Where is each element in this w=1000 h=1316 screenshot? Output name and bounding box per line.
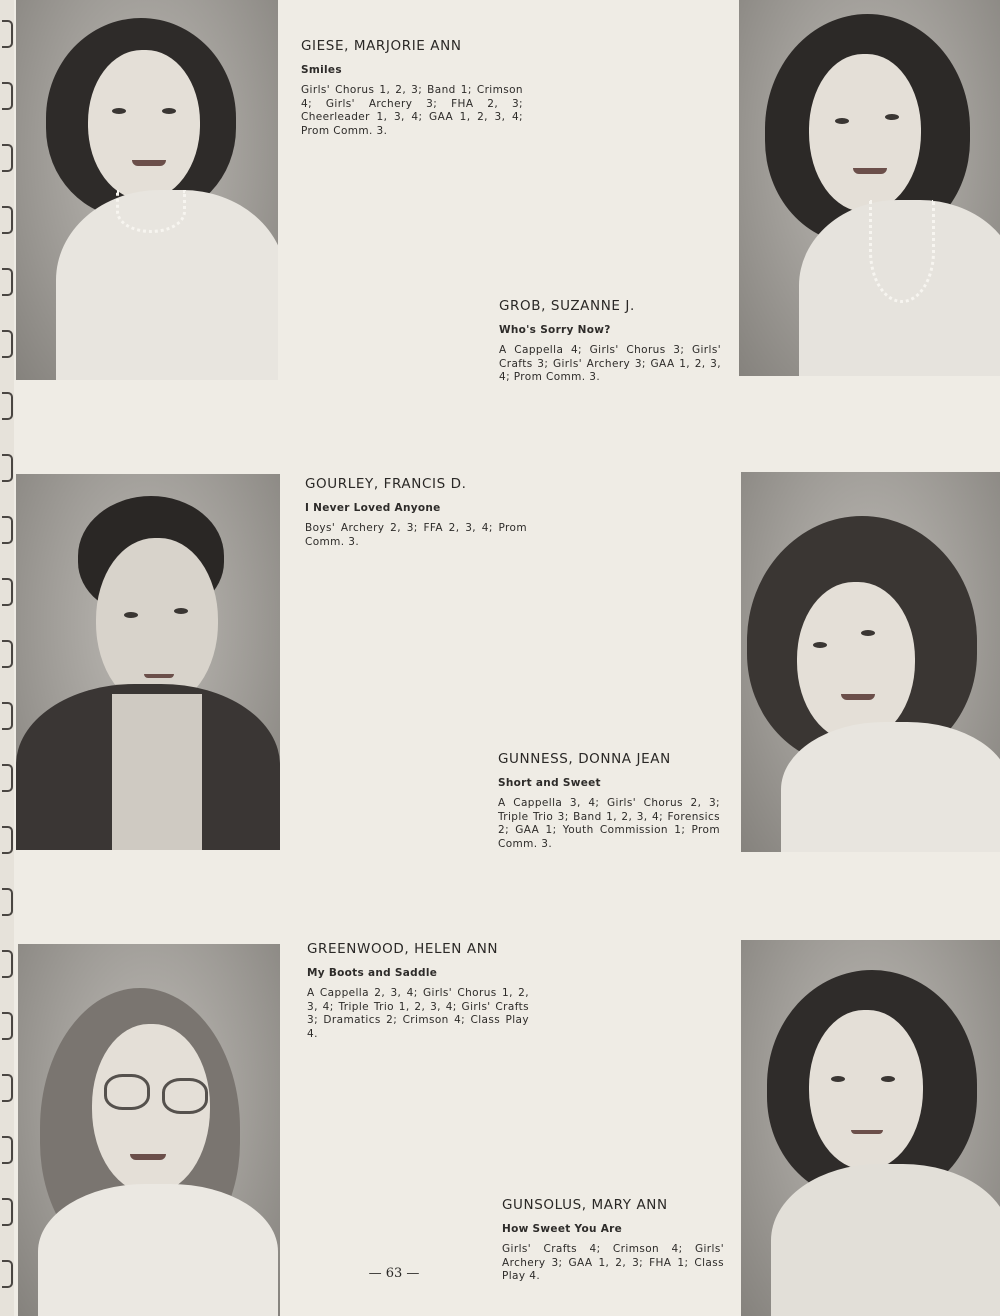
eye	[174, 608, 188, 614]
eye	[124, 612, 138, 618]
mouth	[841, 694, 875, 700]
blouse	[771, 1164, 1000, 1316]
student-entry-greenwood	[307, 941, 529, 1041]
mouth	[132, 160, 166, 166]
shirt	[112, 694, 202, 850]
sweater	[38, 1184, 278, 1316]
student-name: GROB, SUZANNE J.	[499, 298, 635, 314]
student-entry-gourley	[305, 476, 527, 549]
eye	[112, 108, 126, 114]
face	[809, 54, 921, 212]
glasses-left-lens	[104, 1074, 150, 1110]
binding-ring	[2, 516, 13, 544]
binding-ring	[2, 1074, 13, 1102]
student-entry-grob	[499, 298, 721, 385]
necklace	[869, 200, 935, 303]
portrait-photo-gourley	[16, 474, 280, 850]
binding-ring	[2, 82, 13, 110]
binding-ring	[2, 206, 13, 234]
student-nickname: Who's Sorry Now?	[499, 324, 611, 336]
student-activities: A Cappella 3, 4; Girls' Chorus 2, 3; Triple Trio 3; Band 1, 2, 3, 4; Forensics 2; GAA 1; Youth Commission 1; Prom Comm. 3.	[498, 797, 720, 850]
binding-ring	[2, 640, 13, 668]
face	[96, 538, 218, 708]
mouth	[144, 674, 174, 678]
binding-ring	[2, 144, 13, 172]
portrait-photo-giese	[16, 0, 278, 380]
page-number: — 63 —	[368, 1266, 420, 1281]
student-activities: Boys' Archery 2, 3; FFA 2, 3, 4; Prom Comm. 3.	[305, 522, 527, 548]
mouth	[851, 1130, 883, 1134]
binding-ring	[2, 268, 13, 296]
binding-ring	[2, 1012, 13, 1040]
portrait-photo-gunsolus	[741, 940, 1000, 1316]
student-entry-gunsolus	[502, 1197, 724, 1284]
eye	[831, 1076, 845, 1082]
binding-ring	[2, 1136, 13, 1164]
face	[809, 1010, 923, 1170]
binding-ring	[2, 330, 13, 358]
eye	[835, 118, 849, 124]
binding-ring	[2, 578, 13, 606]
student-activities: Girls' Chorus 1, 2, 3; Band 1; Crimson 4; Girls' Archery 3; FHA 2, 3; Cheerleader 1, 3, 4; GAA 1, 2, 3, 4; Prom Comm. 3.	[301, 84, 523, 137]
student-nickname: How Sweet You Are	[502, 1223, 623, 1235]
mouth	[130, 1154, 166, 1160]
student-nickname: My Boots and Saddle	[307, 967, 438, 979]
student-entry-gunness	[498, 751, 720, 851]
glasses-right-lens	[162, 1078, 208, 1114]
eye	[813, 642, 827, 648]
sweater	[781, 722, 1000, 852]
eye	[881, 1076, 895, 1082]
face	[797, 582, 915, 742]
student-name: GUNNESS, DONNA JEAN	[498, 751, 671, 767]
eye	[861, 630, 875, 636]
student-entry-giese	[301, 38, 523, 138]
portrait-photo-gunness	[741, 472, 1000, 852]
binding-ring	[2, 392, 13, 420]
student-activities: Girls' Crafts 4; Crimson 4; Girls' Archery 3; GAA 1, 2, 3; FHA 1; Class Play 4.	[502, 1243, 724, 1282]
binding-ring	[2, 1198, 13, 1226]
student-nickname: I Never Loved Anyone	[305, 502, 441, 514]
binding-ring	[2, 454, 13, 482]
student-name: GOURLEY, FRANCIS D.	[305, 476, 467, 492]
binding-ring	[2, 1260, 13, 1288]
binding-ring	[2, 888, 13, 916]
student-activities: A Cappella 4; Girls' Chorus 3; Girls' Crafts 3; Girls' Archery 3; GAA 1, 2, 3, 4; Prom Comm. 3.	[499, 344, 721, 383]
student-nickname: Short and Sweet	[498, 777, 601, 789]
student-nickname: Smiles	[301, 64, 342, 76]
eye	[885, 114, 899, 120]
binding-ring	[2, 950, 13, 978]
portrait-photo-grob	[739, 0, 1000, 376]
student-name: GREENWOOD, HELEN ANN	[307, 941, 499, 957]
student-name: GUNSOLUS, MARY ANN	[502, 1197, 668, 1213]
mouth	[853, 168, 887, 174]
necklace	[116, 190, 186, 233]
eye	[162, 108, 176, 114]
student-activities: A Cappella 2, 3, 4; Girls' Chorus 1, 2, 3, 4; Triple Trio 1, 2, 3, 4; Girls' Crafts 3; Dramatics 2; Crimson 4; Class Play 4.	[307, 987, 529, 1040]
binding-ring	[2, 20, 13, 48]
face	[88, 50, 200, 200]
student-name: GIESE, MARJORIE ANN	[301, 38, 462, 54]
portrait-photo-greenwood	[18, 944, 280, 1316]
binding-ring	[2, 702, 13, 730]
spiral-binding	[0, 0, 14, 1316]
binding-ring	[2, 826, 13, 854]
binding-ring	[2, 764, 13, 792]
